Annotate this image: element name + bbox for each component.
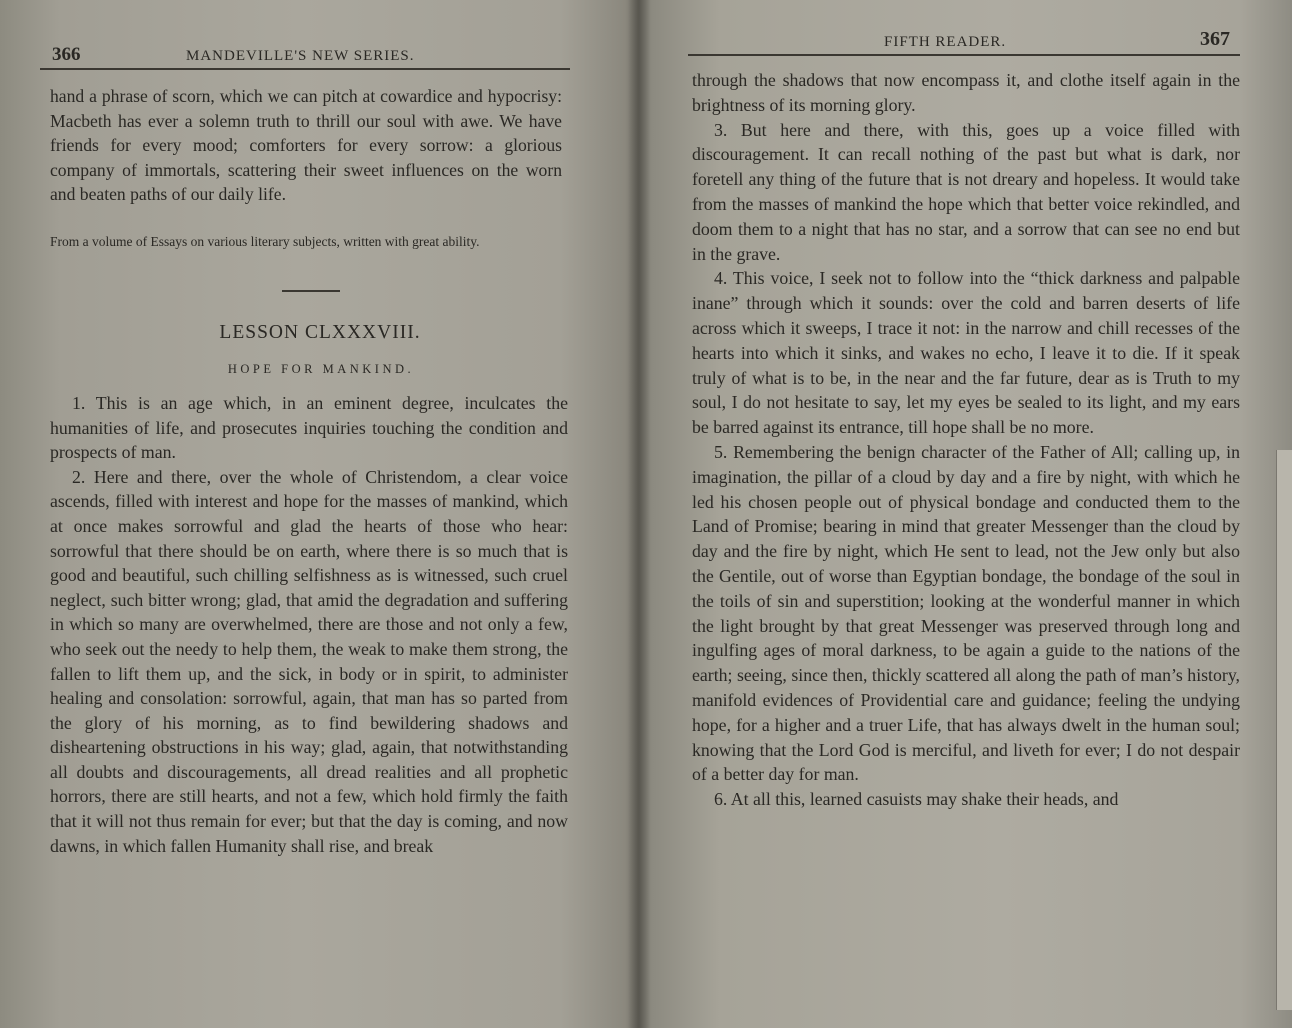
lesson-paragraph-3: 3. But here and there, with this, goes up a voice filled with discouragement. It can recall nothing of the past but what is dark, nor foretell any thing of the future that is not dreary and hopeless. It would take from the masses of mankind the hope which that better voice rekindled, and doom them to a night that has no star, and a sorrow that can see no end but in the grave. xyxy=(692,119,1240,264)
left-intro-block xyxy=(40,84,570,207)
right-page xyxy=(688,24,1240,812)
source-footnote: From a volume of Essays on various literary subjects, written with great ability. xyxy=(50,233,480,249)
right-running-head xyxy=(688,24,1240,56)
section-divider xyxy=(282,290,340,292)
left-intro-paragraph: hand a phrase of scorn, which we can pitch at cowardice and hypocrisy: Macbeth has ever a solemn truth to thrill our soul with awe. We have friends for every mood; comforters for every sorrow: a glorious company of immortals, scattering their sweet influences on the worn and beaten paths of our daily life. xyxy=(50,86,562,205)
right-body xyxy=(688,68,1240,812)
lesson-paragraph-2: 2. Here and there, over the whole of Christendom, a clear voice ascends, filled with interest and hope for the masses of mankind, which at once makes sorrowful and glad the hearts of those who hear: sorrowful that there should be on earth, where there is so much that is good and beautiful, such chilling selfishness as is witnessed, such cruel neglect, such bitter wrong; glad, that amid the degradation and suffering in which so many are overwhelmed, there are those and not only a few, who seek out the needy to help them, the weak to make them strong, the fallen to lift them up, and the sick, in body or in spirit, to administer healing and consolation: sorrowful, again, that man has so parted from the glory of his morning, as to find bewildering shadows and disheartening obstructions in his way; glad, again, that notwithstanding all doubts and discouragements, all dread realities and all prophetic horrors, there are still hearts, and not a few, which hold firmly the faith that it will not thus remain for ever; but that the day is coming, and now dawns, in which fallen Humanity shall rise, and break xyxy=(50,466,568,856)
page-edge xyxy=(1276,450,1292,1010)
lesson-paragraph-1: 1. This is an age which, in an eminent degree, inculcates the humanities of life, and prosecutes inquiries touching the condition and prospects of man. xyxy=(50,392,568,463)
lesson-title: LESSON CLXXXVIII. xyxy=(219,321,421,343)
lesson-body xyxy=(40,391,570,858)
right-running-title: FIFTH READER. xyxy=(884,34,1007,50)
lesson-paragraph-6: 6. At all this, learned casuists may shake their heads, and xyxy=(714,789,1119,810)
continued-paragraph: through the shadows that now encompass it, and clothe itself again in the brightness of its morning glory. xyxy=(692,70,1240,115)
book-gutter xyxy=(628,0,650,1028)
right-page-number: 367 xyxy=(1200,28,1230,50)
left-page xyxy=(40,34,570,858)
left-page-number: 366 xyxy=(52,44,81,65)
left-running-title: MANDEVILLE'S NEW SERIES. xyxy=(186,48,415,64)
lesson-paragraph-4: 4. This voice, I seek not to follow into the “thick darkness and palpable inane” through which it sounds: over the cold and barren deserts of life across which it sweeps, I trace it not: in the narrow and chill recesses of the hearts into which it sinks, and wakes no echo, I leave it to die. If it speak truly of what is to be, in the near and the far future, dear as is Truth to my soul, I do not hesitate to say, let my eyes be sealed to its light, and my ears be barred against its entrance, till hope shall be no more. xyxy=(692,268,1240,438)
lesson-subtitle: HOPE FOR MANKIND. xyxy=(227,361,415,376)
left-running-head xyxy=(40,34,570,70)
lesson-paragraph-5: 5. Remembering the benign character of the Father of All; calling up, in imagination, the pillar of a cloud by day and a fire by night, with which he led his chosen people out of physical bondage and conducted them to the Land of Promise; bearing in mind that greater Messenger than the cloud by day and the fire by night, which He sent to lead, not the Jew only but also the Gentile, out of worse than Egyptian bondage, the bondage of the soul in the toils of sin and superstition; looking at the wonderful manner in which the light brought by that great Messenger was preserved through long and ingulfing ages of moral darkness, to be again a guide to the nations of the earth; seeing, since then, thickly scattered all along the path of man’s history, manifold evidences of Providential care and guidance; feeling the undying hope, for a higher and a truer Life, that has always dwelt in the human soul; knowing that the Lord God is merciful, and liveth for ever; I do not despair of a better day for man. xyxy=(692,441,1240,785)
